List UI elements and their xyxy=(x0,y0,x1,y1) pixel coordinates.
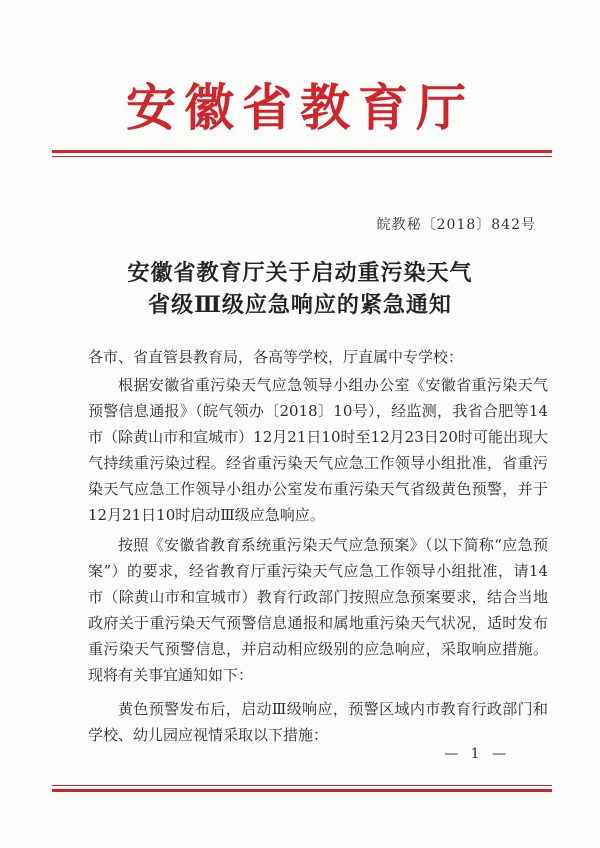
document-title-line-1: 安徽省教育厅关于启动重污染天气 xyxy=(127,260,473,286)
footer-divider-thick xyxy=(52,789,552,792)
header-divider-thick xyxy=(52,150,552,153)
paragraph-1: 根据安徽省重污染天气应急领导小组办公室《安徽省重污染天气预警信息通报》（皖气领办〔2018〕10号），经监测，我省合肥等14市（除黄山市和宣城市）12月21日10时至12月23日20时可能出现大气持续重污染过程。经省重污染天气应急工作领导小组批准，省重污染天气应急工作领导小组办公室发布重污染天气省级黄色预警，并于12月21日10时启动Ⅲ级应急响应。 xyxy=(88,376,548,524)
header-divider-thin xyxy=(52,156,552,157)
page-number: — 1 — xyxy=(444,746,510,762)
document-title-line-2: 省级Ⅲ级应急响应的紧急通知 xyxy=(148,292,452,318)
footer-divider-thin xyxy=(52,785,552,786)
body-paragraphs xyxy=(88,372,548,748)
document-number: 皖教秘〔2018〕842号 xyxy=(376,217,536,233)
paragraph-3: 黄色预警发布后，启动Ⅲ级响应，预警区域内市教育行政部门和学校、幼儿园应视情采取以下措施： xyxy=(88,700,548,744)
agency-letterhead: 安徽省教育厅 xyxy=(126,78,474,137)
paragraph-2: 按照《安徽省教育系统重污染天气应急预案》（以下简称“应急预案”）的要求，经省教育厅重污染天气应急工作领导小组批准，请14市（除黄山市和宣城市）教育行政部门按照应急预案要求，结合当地政府关于重污染天气预警信息通报和属地重污染天气状况，适时发布重污染天气预警信息，并启动相应级别的应急响应，采取响应措施。现将有关事宜通知如下： xyxy=(88,536,548,684)
salutation: 各市、省直管县教育局，各高等学校，厅直属中专学校： xyxy=(88,348,464,366)
